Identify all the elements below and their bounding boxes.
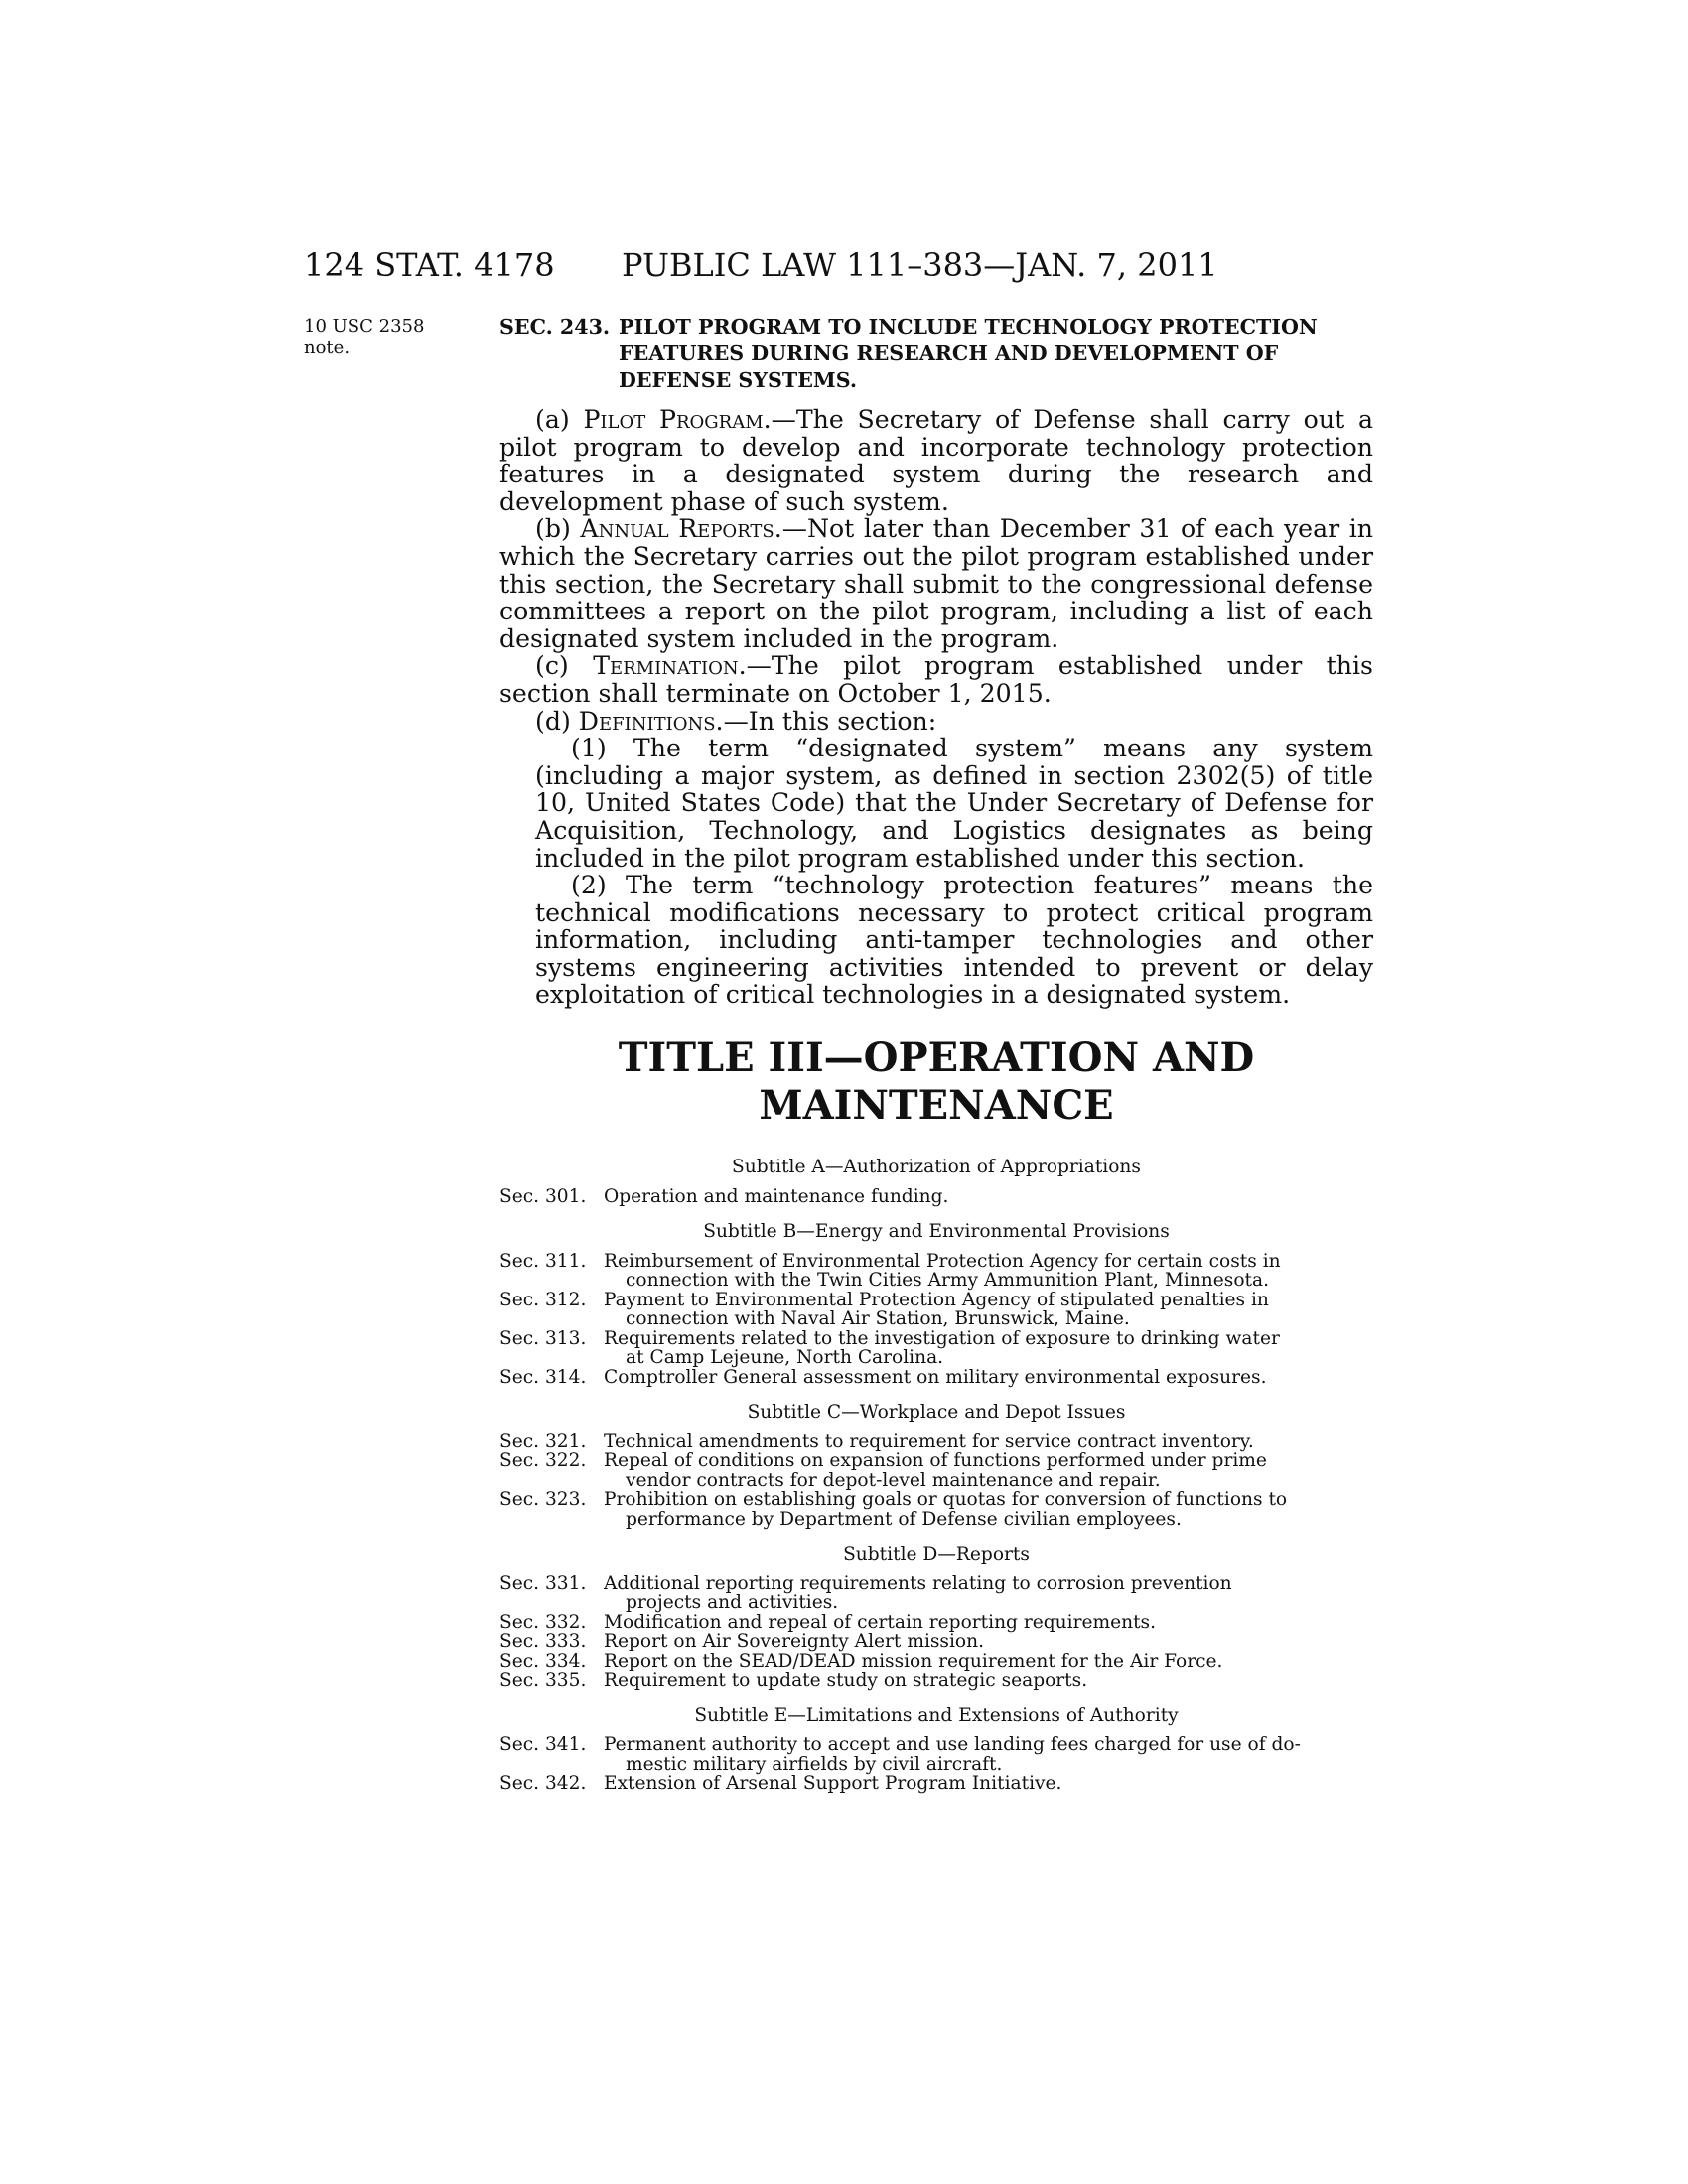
paragraph-text: —Not later than December 31 of each year in which the Secretary carries out the pilot program established under this section, the Secretary shall submit to the congressional defense committees a report on the pilot program, including a list of each designated system included in the program. (499, 514, 1374, 653)
toc-entry-number: Sec. 311. (499, 1250, 587, 1272)
toc-subtitle: Subtitle D—Reports (843, 1544, 1030, 1566)
toc-entry-text: Requirements related to the investigation of exposure to drinking water (604, 1327, 1280, 1349)
toc-entry (499, 1433, 1373, 1452)
toc-entry-number: Sec. 342. (499, 1773, 587, 1795)
toc-entry-number: Sec. 335. (499, 1670, 587, 1692)
toc-entry (499, 1490, 1373, 1529)
toc-entry-text: Requirement to update study on strategic seaports. (604, 1670, 1088, 1692)
toc-entry (499, 1329, 1373, 1368)
toc-entry (499, 1574, 1373, 1613)
toc-entry-continuation: mestic military airfields by civil aircraft. (626, 1753, 1003, 1775)
paragraph-label: (a) (535, 405, 584, 434)
toc-entry-continuation: projects and activities. (626, 1592, 839, 1614)
toc-entry-text: Comptroller General assessment on military environmental exposures. (604, 1366, 1267, 1388)
toc-entry-number: Sec. 312. (499, 1289, 587, 1310)
toc-entry (499, 1613, 1373, 1633)
toc-entry (499, 1451, 1373, 1490)
margin-note-line: note. (304, 338, 351, 358)
paragraph-b (499, 515, 1373, 652)
toc-entry (499, 1187, 1373, 1207)
section-title-line: DEFENSE SYSTEMS. (619, 368, 858, 392)
section-heading (499, 314, 1373, 394)
paragraph-label: (b) (535, 514, 581, 544)
toc-entry-continuation: at Camp Lejeune, North Carolina. (626, 1347, 944, 1369)
paragraph-heading: Pilot Program. (583, 405, 772, 434)
toc-entry-text: Technical amendments to requirement for service contract inventory. (604, 1431, 1254, 1452)
table-of-contents (499, 1158, 1373, 1794)
toc-entry-text: Repeal of conditions on expansion of functions performed under prime (604, 1450, 1267, 1472)
toc-entry-number: Sec. 313. (499, 1327, 587, 1349)
toc-entry (499, 1368, 1373, 1388)
main-content (499, 314, 1373, 1794)
toc-entry-text: Modification and repeal of certain reporting requirements. (604, 1611, 1157, 1633)
toc-entry-number: Sec. 334. (499, 1650, 587, 1672)
toc-subtitle: Subtitle C—Workplace and Depot Issues (747, 1402, 1126, 1424)
toc-entry (499, 1252, 1373, 1291)
toc-entry-text: Permanent authority to accept and use landing fees charged for use of do- (604, 1734, 1301, 1756)
paragraph-text: —The Secretary of Defense shall carry out a pilot program to develop and incorporate technology protection features in a designated system during the research and development phase of such system. (499, 405, 1373, 516)
toc-entry (499, 1632, 1373, 1652)
paragraph-label: (c) (535, 651, 594, 681)
title-line: MAINTENANCE (759, 1082, 1114, 1130)
toc-entry-continuation: vendor contracts for depot-level maintenance and repair. (626, 1469, 1161, 1491)
title-heading (499, 1034, 1373, 1130)
toc-entry-number: Sec. 322. (499, 1450, 587, 1472)
section-title-line: FEATURES DURING RESEARCH AND DEVELOPMENT OF (619, 341, 1279, 365)
paragraph-a (499, 406, 1373, 515)
page-header (0, 246, 1688, 296)
paragraph-text: —The pilot program established under this section shall terminate on October 1, 2015. (499, 651, 1373, 708)
paragraph-heading: Termination. (593, 651, 747, 681)
toc-entry-number: Sec. 301. (499, 1185, 587, 1207)
section-body (499, 406, 1373, 1009)
toc-subtitle: Subtitle E—Limitations and Extensions of Authority (694, 1705, 1179, 1726)
toc-entry-number: Sec. 323. (499, 1489, 587, 1511)
toc-entry-text: Additional reporting requirements relating to corrosion prevention (604, 1572, 1232, 1594)
toc-entry-continuation: connection with the Twin Cities Army Ammunition Plant, Minnesota. (626, 1270, 1269, 1292)
toc-entry (499, 1735, 1373, 1774)
toc-entry-continuation: connection with Naval Air Station, Brunswick, Maine. (626, 1308, 1130, 1330)
paragraph-d2: (2) The term “technology protection features” means the technical modifications necessary to protect critical program information, including anti-tamper technologies and other systems engineering activities intended to prevent or delay exploitation of critical technologies in a designated system. (535, 871, 1373, 1010)
toc-entry-text: Report on the SEAD/DEAD mission requirement for the Air Force. (604, 1650, 1223, 1672)
toc-entry-number: Sec. 341. (499, 1734, 587, 1756)
toc-entry-text: Report on Air Sovereignty Alert mission. (604, 1631, 985, 1653)
toc-entry-number: Sec. 332. (499, 1611, 587, 1633)
toc-entry-text: Reimbursement of Environmental Protection Agency for certain costs in (604, 1250, 1281, 1272)
paragraph-d (499, 708, 1373, 736)
toc-entry-text: Operation and maintenance funding. (604, 1185, 949, 1207)
paragraph-d1: (1) The term “designated system” means any system (including a major system, as defined in section 2302(5) of title 10, United States Code) that the Under Secretary of Defense for Acquisition, Technology, and Logistics designates as being included in the pilot program established under this section. (535, 734, 1373, 873)
toc-subtitle: Subtitle B—Energy and Environmental Provisions (703, 1221, 1170, 1243)
toc-entry (499, 1774, 1373, 1794)
paragraph-text: —In this section: (723, 706, 937, 736)
toc-entry (499, 1671, 1373, 1691)
margin-note (304, 316, 453, 359)
toc-entry-number: Sec. 314. (499, 1366, 587, 1388)
margin-note-line: 10 USC 2358 (304, 316, 425, 337)
paragraph-label: (d) (535, 706, 579, 736)
toc-entry-number: Sec. 321. (499, 1431, 587, 1452)
section-number: SEC. 243. (499, 315, 611, 339)
toc-entry-number: Sec. 333. (499, 1631, 587, 1653)
toc-subtitle: Subtitle A—Authorization of Appropriations (732, 1157, 1141, 1178)
statute-page-number: 124 STAT. 4178 (304, 246, 555, 284)
toc-entry (499, 1652, 1373, 1672)
toc-entry-text: Extension of Arsenal Support Program Initiative. (604, 1773, 1062, 1795)
paragraph-c (499, 652, 1373, 707)
toc-entry-text: Prohibition on establishing goals or quotas for conversion of functions to (604, 1489, 1288, 1511)
toc-entry (499, 1291, 1373, 1329)
title-line: TITLE III—OPERATION AND (618, 1034, 1255, 1082)
paragraph-heading: Definitions. (578, 706, 724, 736)
toc-entry-number: Sec. 331. (499, 1572, 587, 1594)
section-title-line: PILOT PROGRAM TO INCLUDE TECHNOLOGY PROTECTION (619, 315, 1318, 339)
paragraph-heading: Annual Reports. (580, 514, 782, 544)
toc-entry-continuation: performance by Department of Defense civilian employees. (626, 1508, 1182, 1530)
toc-entry-text: Payment to Environmental Protection Agency of stipulated penalties in (604, 1289, 1269, 1310)
running-head: PUBLIC LAW 111–383—JAN. 7, 2011 (622, 246, 1218, 284)
